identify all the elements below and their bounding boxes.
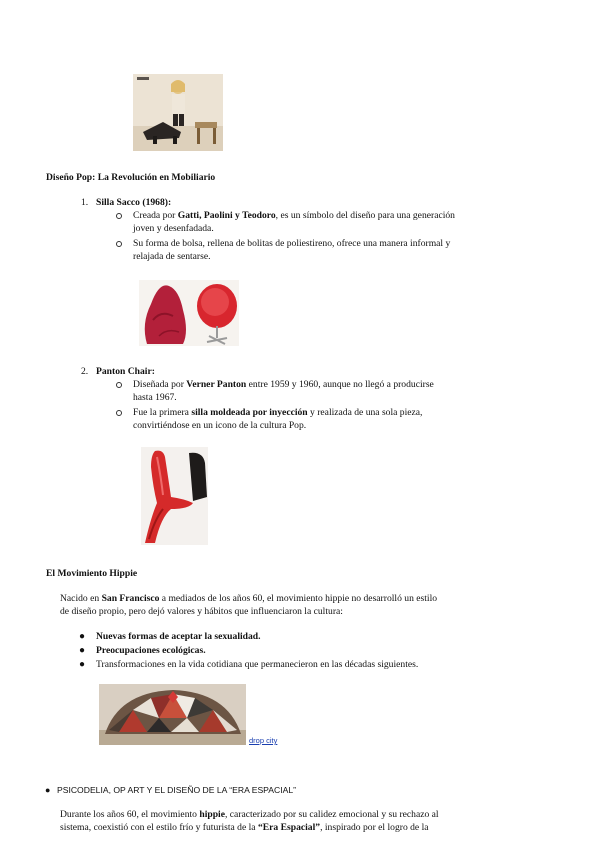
- hippie-bullet-1: Nuevas formas de aceptar la sexualidad.: [96, 631, 261, 642]
- sub-bullet-icon: [116, 213, 122, 219]
- panton-bullet-2-line1: Fue la primera silla moldeada por inyección y realizada de una sola pieza,: [133, 407, 423, 418]
- list-number-2: 2.: [81, 366, 89, 377]
- panton-bullet-1-line1: Diseñada por Verner Panton entre 1959 y 1960, aunque no llegó a producirse: [133, 379, 434, 390]
- psico-para-line2: sistema, coexistió con el estilo frío y futurista de la “Era Espacial”, inspirado por el logro de la: [60, 822, 429, 833]
- panton-bullet-1-line2: hasta 1967.: [133, 392, 177, 403]
- photo-drop-city-dome: [99, 684, 246, 745]
- bullet-icon: ●: [79, 631, 86, 642]
- sacco-bullet-2-line1: Su forma de bolsa, rellena de bolitas de poliestireno, ofrece una manera informal y: [133, 238, 451, 249]
- hippie-bullet-2: Preocupaciones ecológicas.: [96, 645, 206, 656]
- list-number-1: 1.: [81, 197, 89, 208]
- sub-bullet-icon: [116, 241, 122, 247]
- panton-bullet-2-line2: convirtiéndose en un icono de la cultura Pop.: [133, 420, 307, 431]
- photo-panton-chair: [141, 447, 208, 545]
- section-heading-hippie: El Movimiento Hippie: [46, 568, 138, 579]
- sub-bullet-icon: [116, 410, 122, 416]
- sub-bullet-icon: [116, 382, 122, 388]
- bullet-icon: ●: [79, 659, 86, 670]
- photo-sacco-cone-chairs: [139, 280, 239, 346]
- item-title-panton: Panton Chair:: [96, 366, 155, 377]
- section-heading-pop: Diseño Pop: La Revolución en Mobiliario: [46, 172, 216, 183]
- photo-person-chair: [133, 74, 223, 151]
- psico-para-line1: Durante los años 60, el movimiento hippie, caracterizado por su calidez emocional y su rechazo al: [60, 809, 439, 820]
- drop-city-link[interactable]: drop city: [249, 736, 278, 745]
- bullet-icon: ●: [45, 785, 51, 795]
- bullet-icon: ●: [79, 645, 86, 656]
- section-heading-psicodelia: PSICODELIA, OP ART Y EL DISEÑO DE LA “ERA ESPACIAL”: [57, 785, 296, 795]
- sacco-bullet-1-line2: joven y desenfadada.: [133, 223, 214, 234]
- hippie-para-line2: de diseño propio, pero dejó valores y hábitos que influenciaron la cultura:: [60, 606, 343, 617]
- hippie-bullet-3: Transformaciones en la vida cotidiana que permanecieron en las décadas siguientes.: [96, 659, 419, 670]
- sacco-bullet-1-line1: Creada por Gatti, Paolini y Teodoro, es un símbolo del diseño para una generación: [133, 210, 455, 221]
- sacco-bullet-2-line2: relajada de sentarse.: [133, 251, 211, 262]
- item-title-sacco: Silla Sacco (1968):: [96, 197, 172, 208]
- hippie-para-line1: Nacido en San Francisco a mediados de los años 60, el movimiento hippie no desarrolló un estilo: [60, 593, 438, 604]
